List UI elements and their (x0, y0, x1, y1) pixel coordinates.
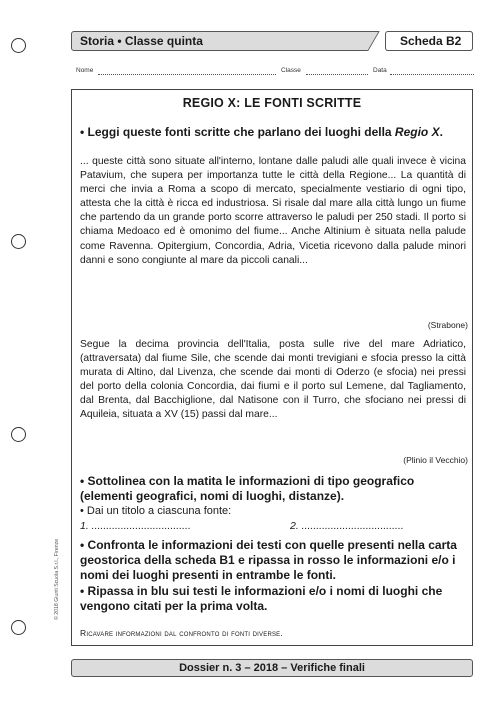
page-title: REGIO X: LE FONTI SCRITTE (182, 96, 362, 110)
header-bar (71, 31, 473, 51)
date-label: Data (373, 67, 387, 74)
instruction-compare: • Confronta le informazioni dei testi con quelle presenti nella carta geostorica della scheda B1 e ripassa in rosso le informazioni e/o i nomi dei luoghi presenti in entrambe le fonti. (80, 538, 457, 582)
skill-note: Ricavare informazioni dal confronto di fonti diverse. (80, 628, 283, 638)
binder-hole (11, 620, 26, 635)
worksheet-badge-label: Scheda B2 (400, 34, 462, 48)
copyright-note: © 2018 Giunti Scuola S.r.l., Firenze (54, 538, 60, 620)
worksheet-badge (385, 31, 473, 51)
binder-hole (11, 427, 26, 442)
answer-line-1[interactable]: 1. .................................. (80, 520, 191, 532)
header-title: Storia • Classe quinta (80, 34, 203, 48)
source-text-strabone: ... queste città sono situate all'interno, lontane dalle paludi alle quali invece è vicina Patavium, che supera per importanza tutte le città della Regione... La quantità di merci che invia a Roma a scopo di mercato, specialmente vestiario di ogni tipo, attesta che la città è ricca ed industriosa. Si risale dal mare alla città lungo un fiume che partendo da un grande porto scorre attraverso le paludi per 250 stadi. Il porto si chiama Medoaco ed è omonimo del fiume... Anche Altinium è situata nella palude come Ravenna. Opitergium, Concordia, Adria, Vicetia ricevono dalla palude minori danni e sono congiunte al mare da piccoli canali... (80, 156, 466, 266)
answer-line-2[interactable]: 2. ................................... (290, 520, 404, 532)
binder-hole (11, 234, 26, 249)
source-author-strabone: (Strabone) (427, 320, 468, 330)
class-label: Classe (281, 67, 301, 74)
source-text-plinio: Segue la decima provincia dell'Italia, posta sulle rive del mare Adriatico, (attraversata) dal fiume Sile, che scende dai monti trevigiani e sfocia presso la città murata di Altino, dal Livenza, che scende dai monti di Oderzo (e sfocia) nei pressi del porto della colonia Concordia, dai fiumi e il porto sul Lemene, dal Tagliamento, dal Brenta, dal Bacchiglione, dal Natisone con il Turro, che sfociano nei pressi di Aquileia, situata a XV (15) passi dal mare... (80, 339, 466, 421)
date-line[interactable] (390, 74, 474, 75)
instruction-title: • Dai un titolo a ciascuna fonte: (80, 505, 232, 517)
instruction-trace-blue: • Ripassa in blu sui testi le informazioni e/o i nomi di luoghi che vengono citati per la prima volta. (80, 584, 443, 613)
source-author-plinio: (Plinio il Vecchio) (403, 455, 468, 465)
binder-hole (11, 38, 26, 53)
instruction-underline: • Sottolinea con la matita le informazioni di tipo geografico (elementi geografici, nomi di luoghi, distanze). (80, 474, 415, 503)
footer-bar (71, 659, 473, 677)
footer-label: Dossier n. 3 – 2018 – Verifiche finali (179, 662, 365, 674)
instruction-read: • Leggi queste fonti scritte che parlano dei luoghi della Regio X. (80, 125, 443, 139)
name-line[interactable] (98, 74, 276, 75)
name-label: Nome (76, 67, 94, 74)
student-fields (76, 67, 476, 79)
class-line[interactable] (306, 74, 368, 75)
